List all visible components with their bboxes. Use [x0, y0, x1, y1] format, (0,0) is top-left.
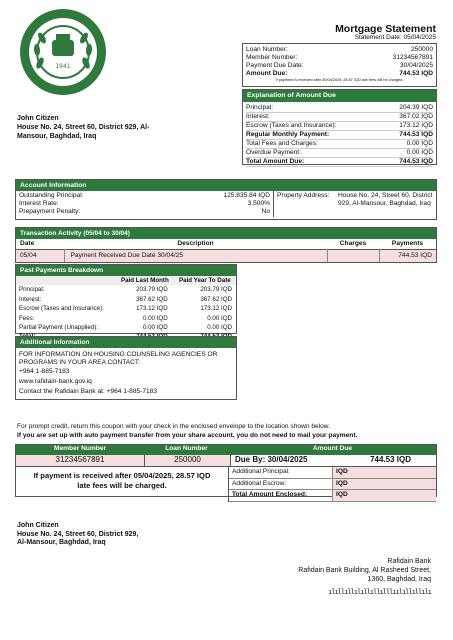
coupon-entry-field[interactable]: IQD	[333, 479, 436, 490]
loan-info-row	[246, 62, 433, 70]
col-charges: Charges	[339, 240, 367, 247]
explanation-row-label: Total Fees and Charges:	[246, 140, 318, 147]
col-last-month: Paid Last Month	[120, 277, 169, 284]
explanation-row-value: 204.39 IQD	[399, 104, 433, 111]
coupon-loan-number: 250000	[145, 455, 231, 466]
txn-date: 05/04	[16, 250, 64, 263]
past-payments-table	[16, 276, 236, 342]
explanation-row-label: Overdue Payment:	[246, 149, 301, 156]
account-row	[19, 200, 270, 208]
col-date: Date	[20, 240, 35, 247]
bank-logo	[12, 8, 114, 96]
coupon-entry-row	[229, 467, 436, 479]
past-payment-last: 0.00 IQD	[142, 314, 168, 322]
table-row	[16, 250, 436, 263]
past-payment-label: Partial Payment (Unapplied):	[19, 324, 99, 332]
past-payment-label: Escrow (Taxes and Insurance):	[19, 305, 104, 313]
account-row-label: Prepayment Penalty:	[19, 208, 81, 215]
coupon-entry-label: Total Amount Enclosed:	[229, 490, 333, 501]
loan-info-row-label: Amount Due:	[246, 70, 288, 77]
explanation-row	[246, 113, 433, 122]
past-payment-label: Principal:	[19, 286, 45, 294]
loan-info-row	[246, 46, 433, 54]
coupon-entry-field[interactable]: IQD	[333, 490, 436, 501]
explanation-row-label: Escrow (Taxes and Insurance):	[246, 122, 337, 129]
loan-info-row-label: Member Number:	[246, 54, 298, 61]
past-payments-header: Past Payments Breakdown	[16, 265, 236, 276]
account-row-value: No	[261, 208, 270, 215]
svg-text:1941: 1941	[55, 63, 71, 70]
col-description: Description	[177, 240, 214, 247]
loan-info-row-value: 31234567891	[392, 54, 433, 61]
loan-info-row-value: 30/04/2025	[399, 62, 433, 69]
loan-info-box	[242, 43, 437, 87]
postal-barcode: ılıllıllılıllıllılllıılıllıllılı	[328, 588, 431, 596]
bank-name: Rafidain Bank	[387, 558, 431, 565]
account-info-box	[15, 179, 437, 220]
explanation-row-label: Interest:	[246, 113, 270, 120]
explanation-row-value: 367.02 IQD	[399, 113, 433, 120]
past-payment-last: 173.12 IQD	[136, 305, 168, 313]
account-row-value: 3.500%	[247, 200, 270, 207]
past-payment-ytd: 203.79 IQD	[200, 286, 232, 294]
txn-description: Payment Received Due Date 30/04/25	[64, 250, 327, 263]
loan-info-row-label: Loan Number:	[246, 46, 288, 53]
col-amount-due: Amount Due	[312, 445, 353, 452]
explanation-row-label: Total Amount Due:	[246, 158, 305, 165]
explanation-row-label: Principal:	[246, 104, 274, 111]
bank-website[interactable]: www.rafidain-bank.gov.iq	[19, 378, 92, 385]
txn-charges	[327, 250, 379, 263]
account-info-header: Account Information	[16, 180, 436, 191]
past-payment-ytd: 173.12 IQD	[200, 305, 232, 313]
bank-line2: 1360, Baghdad, Iraq	[367, 576, 431, 583]
statement-title: Mortgage Statement	[335, 23, 436, 35]
coupon-late-notice: If payment is received after 05/04/2025, 28.57 IQD late fees will be charged.	[16, 467, 229, 502]
past-payment-last: 367.62 IQD	[136, 295, 168, 303]
explanation-row	[246, 131, 433, 140]
mailing-line2: Al-Mansour, Baghdad, Iraq	[17, 539, 106, 546]
coupon-entry-label: Additional Escrow:	[229, 479, 333, 490]
past-payment-last: 0.00 IQD	[142, 324, 168, 332]
counseling-phone: +964 1-885-7183	[19, 368, 70, 375]
bank-line1: Rafidain Bank Building, Al Rasheed Street,	[298, 567, 431, 574]
coupon-autopay-note: If you are set up with auto payment transfer from your share account, you do not need to mail your payment.	[17, 432, 358, 439]
transaction-box	[15, 227, 437, 263]
past-payment-label: Fees:	[19, 314, 35, 322]
explanation-box	[242, 89, 437, 165]
coupon-instruction: For prompt credit, return this coupon with your check in the enclosed envelope to the location shown below.	[17, 423, 331, 430]
loan-info-row	[246, 54, 433, 62]
counseling-text: FOR INFORMATION ON HOUSING COUNSELING AGENCIES OR PROGRAMS IN YOUR AREA CONTACT:	[19, 351, 218, 366]
coupon-entry-row	[229, 479, 436, 491]
coupon-entry-field[interactable]: IQD	[333, 467, 436, 478]
additional-info-header: Additional Information	[16, 337, 236, 348]
past-payment-ytd: 367.62 IQD	[200, 295, 232, 303]
statement-date: Statement Date: 05/04/2025	[354, 34, 436, 41]
property-address-label: Property Address:	[277, 192, 330, 199]
coupon-member-number: 31234567891	[16, 455, 145, 466]
table-row	[16, 295, 236, 304]
explanation-row-value: 744.53 IQD	[399, 158, 433, 165]
late-fee-note: If payment is received after 30/04/2025, 28.57 IQD late fees will be charged.	[275, 78, 404, 82]
explanation-row	[246, 158, 433, 167]
transaction-header: Transaction Activity (05/04 to 30/04)	[16, 228, 436, 239]
col-member-number: Member Number	[53, 445, 107, 452]
account-row	[19, 208, 270, 216]
past-payment-ytd: 0.00 IQD	[207, 314, 232, 322]
past-payment-last: 203.79 IQD	[136, 286, 168, 294]
explanation-row	[246, 140, 433, 149]
mailing-line1: House No. 24, Street 60, District 929,	[17, 530, 139, 538]
explanation-header: Explanation of Amount Due	[243, 90, 436, 102]
customer-address: House No. 24, Street 60, District 929, Al-Mansour, Baghdad, Iraq	[17, 124, 150, 140]
explanation-row-label: Regular Monthly Payment:	[246, 131, 330, 138]
customer-name: John Citizen	[17, 115, 59, 122]
explanation-row-value: 744.53 IQD	[399, 131, 433, 138]
additional-info-box	[15, 336, 237, 400]
bank-contact: Contact the Rafidain Bank at: +964 1-885-7183	[19, 388, 158, 395]
past-payments-box	[15, 264, 237, 334]
account-row-label: Outstanding Principal:	[19, 192, 84, 199]
account-row-value: 125,835.84 IQD	[223, 192, 270, 199]
loan-info-row	[246, 70, 433, 78]
coupon-due-amount: 744.53 IQD	[370, 455, 411, 464]
explanation-row	[246, 122, 433, 131]
col-loan-number: Loan Number	[165, 445, 208, 452]
loan-info-row-value: 744.53 IQD	[399, 70, 433, 77]
mailing-name: John Citizen	[17, 522, 59, 529]
explanation-row-value: 0.00 IQD	[406, 140, 433, 147]
payment-coupon	[15, 444, 437, 497]
coupon-due-date: Due By: 30/04/2025	[235, 455, 308, 464]
explanation-row	[246, 149, 433, 158]
past-payment-label: Interest:	[19, 295, 42, 303]
col-payments: Payments	[391, 240, 424, 247]
loan-info-row-value: 250000	[410, 46, 433, 53]
account-row-label: Interest Rate:	[19, 200, 59, 207]
table-row	[16, 304, 236, 313]
table-row	[16, 285, 236, 294]
col-ytd: Paid Year To Date	[179, 277, 231, 284]
coupon-entry-label: Additional Principal:	[229, 467, 333, 478]
account-row	[19, 192, 270, 200]
explanation-row-value: 0.00 IQD	[406, 149, 433, 156]
coupon-entry-row	[229, 490, 436, 502]
txn-payments: 744.53 IQD	[398, 252, 432, 259]
table-row	[16, 323, 236, 332]
table-row	[16, 314, 236, 323]
past-payment-ytd: 0.00 IQD	[207, 324, 232, 332]
explanation-row-value: 173.12 IQD	[399, 122, 433, 129]
property-address: House No. 24, Street 60, District 929, Al-Mansour, Baghdad, Iraq	[338, 192, 433, 207]
loan-info-row-label: Payment Due Date:	[246, 62, 304, 69]
explanation-row	[246, 104, 433, 113]
transaction-table	[16, 239, 436, 262]
